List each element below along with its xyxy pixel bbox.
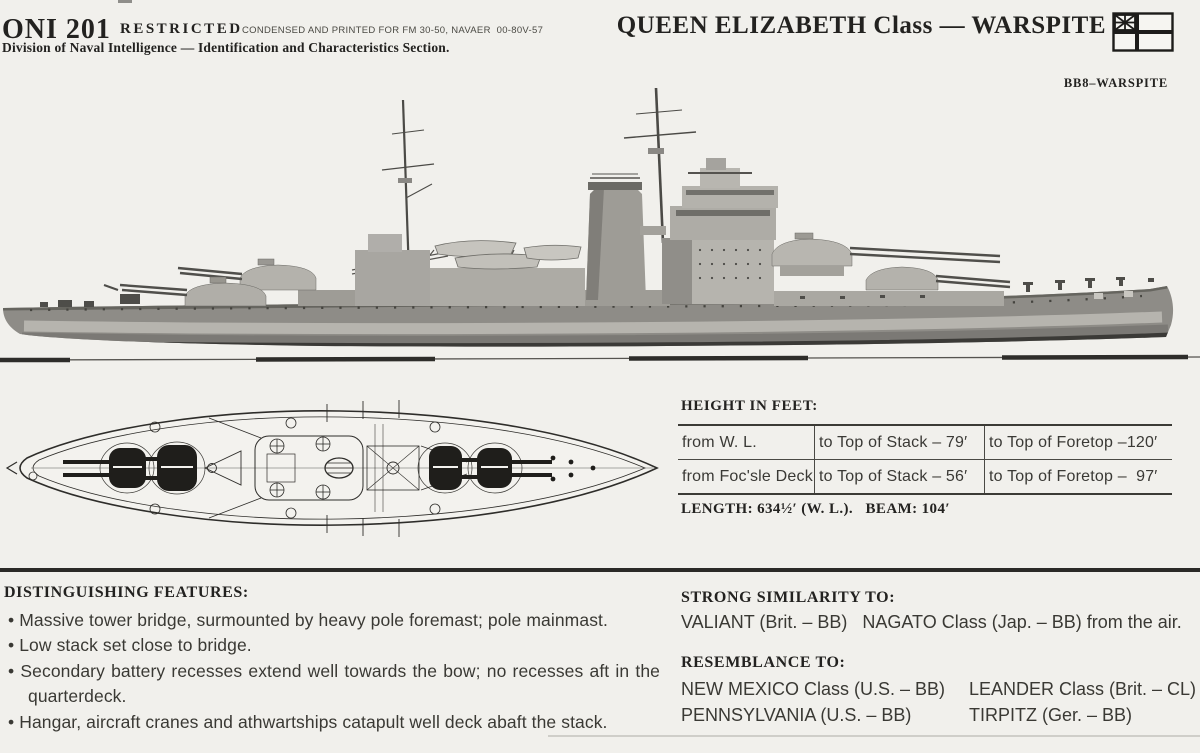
features-list [4, 608, 660, 735]
section-divider-rule [0, 568, 1200, 572]
page-title: QUEEN ELIZABETH Class — WARSPITE [616, 12, 1106, 39]
strong-similarity-line: VALIANT (Brit. – BB) NAGATO Class (Jap. – BB) from the air. [681, 612, 1182, 632]
resemblance-item: LEANDER Class (Brit. – CL) [969, 679, 1197, 699]
waterline-scale-bar [0, 357, 1200, 360]
height-stack-cell: to Top of Stack – 79′ [814, 426, 984, 459]
classification-label: RESTRICTED [120, 21, 243, 37]
feature-item: • Low stack set close to bridge. [4, 633, 660, 658]
white-ensign-flag-icon [1112, 12, 1174, 52]
feature-item: • Massive tower bridge, surmounted by heavy pole foremast; pole mainmast. [4, 608, 660, 633]
ship-plan-view-illustration [5, 396, 665, 541]
length-beam-line: LENGTH: 634½′ (W. L.). BEAM: 104′ [681, 501, 950, 517]
table-row [678, 426, 1172, 460]
tower-bridge [640, 158, 1004, 306]
feature-item: • Secondary battery recesses extend well towards the bow; no recesses aft in the quarterdeck. [4, 659, 660, 710]
ship-side-profile-illustration [0, 78, 1200, 370]
resemblance-item: PENNSYLVANIA (U.S. – BB) [681, 705, 912, 725]
height-stack-cell: to Top of Stack – 56′ [814, 460, 984, 493]
resemblance-header: RESEMBLANCE TO: [681, 654, 846, 671]
height-foretop-cell: to Top of Foretop – 97′ [984, 460, 1172, 493]
document-id: ONI 201 [2, 14, 111, 45]
features-header: DISTINGUISHING FEATURES: [4, 584, 249, 601]
funnel [586, 174, 646, 300]
height-from-cell: from W. L. [682, 433, 757, 451]
height-from-cell: from Foc'sle Deck [682, 467, 813, 485]
scan-smudge [118, 0, 132, 3]
scan-artifact-line [548, 735, 1200, 737]
ship-designation-label: BB8–WARSPITE [1063, 76, 1168, 90]
table-row [678, 460, 1172, 493]
resemblance-list [681, 677, 1197, 727]
height-table [678, 424, 1172, 495]
strong-similarity-header: STRONG SIMILARITY TO: [681, 589, 896, 606]
height-foretop-cell: to Top of Foretop –120′ [984, 426, 1172, 459]
print-note: CONDENSED AND PRINTED FOR FM 30-50, NAVAER 00-80V-57 [242, 25, 544, 36]
resemblance-item: TIRPITZ (Ger. – BB) [969, 705, 1133, 725]
feature-item: • Hangar, aircraft cranes and athwartships catapult well deck abaft the stack. [4, 710, 660, 735]
height-table-header: HEIGHT IN FEET: [681, 398, 818, 414]
resemblance-item: NEW MEXICO Class (U.S. – BB) [681, 679, 946, 699]
division-line: Division of Naval Intelligence — Identification and Characteristics Section. [2, 40, 450, 55]
